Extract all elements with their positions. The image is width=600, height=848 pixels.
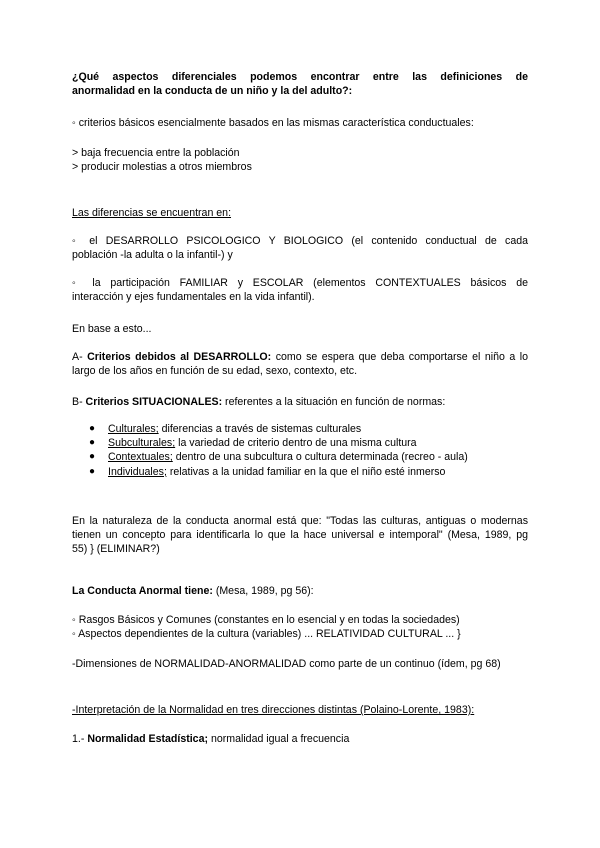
conducta-list [72, 613, 528, 641]
difference-line-1: ◦ la participación FAMILIAR y ESCOLAR (elementos CONTEXTUALES básicos de [72, 277, 528, 289]
question-line-1: ¿Qué aspectos diferenciales podemos encontrar entre las definiciones de [72, 71, 528, 83]
situational-term: Individuales; [108, 465, 167, 478]
situational-list [72, 422, 528, 479]
section-a-line-1 [72, 350, 528, 364]
normality-text: normalidad igual a frecuencia [208, 733, 350, 745]
bullet-icon: ● [89, 451, 96, 463]
list-item [72, 422, 528, 436]
normality-prefix: 1.- [72, 733, 88, 745]
question-heading [72, 70, 528, 98]
question-line-2: anormalidad en la conducta de un niño y la del adulto?: [72, 85, 353, 98]
situational-term: Subculturales; [108, 437, 176, 450]
list-item [72, 465, 528, 479]
criteria-list [72, 146, 528, 174]
conducta-item: ◦ Aspectos dependientes de la cultura (variables) ... RELATIVIDAD CULTURAL ... } [72, 628, 461, 641]
nature-line-3: 55) } (ELIMINAR?) [72, 543, 160, 556]
bullet-icon: ● [89, 437, 96, 449]
difference-line-2: población -la adulta o la infantil-) y [72, 249, 233, 262]
list-item [72, 450, 528, 464]
situational-term: Contextuales; [108, 451, 173, 464]
criteria-item: > producir molestias a otros miembros [72, 161, 252, 174]
conducta-heading [72, 584, 528, 598]
situational-term: Culturales; [108, 423, 159, 435]
bullet-icon: ● [89, 465, 96, 477]
situational-desc: relativas a la unidad familiar en la que el niño esté inmerso [166, 465, 446, 478]
list-item [72, 436, 528, 450]
section-b-title: Criterios SITUACIONALES: [85, 396, 223, 408]
section-a-title: Criterios debidos al DESARROLLO: [87, 351, 272, 363]
criteria-intro: ◦ criterios básicos esencialmente basados en las mismas característica conductuales: [72, 117, 474, 129]
bullet-icon: ● [89, 423, 96, 434]
differences-heading: Las diferencias se encuentran en: [72, 207, 232, 219]
conducta-citation: (Mesa, 1989, pg 56): [212, 585, 314, 597]
nature-paragraph [72, 514, 528, 557]
section-a [72, 350, 528, 378]
situational-desc: la variedad de criterio dentro de una misma cultura [175, 437, 417, 450]
difference-family-school [72, 276, 528, 304]
conducta-item: ◦ Rasgos Básicos y Comunes (constantes en lo esencial y en todas la sociedades) [72, 614, 460, 626]
normality-title: Normalidad Estadística; [87, 733, 208, 745]
situational-desc: diferencias a través de sistemas culturales [158, 423, 362, 435]
section-b [72, 395, 528, 409]
nature-line-2: tienen un concepto para identificarla lo que la hace universal e intemporal" (Mesa, 1989, pg [72, 529, 528, 542]
conducta-title: La Conducta Anormal tiene: [72, 585, 213, 597]
normality-item [72, 732, 528, 746]
section-a-line-2: largo de los años en función de su edad, sexo, contexto, etc. [72, 365, 358, 378]
situational-desc: dentro de una subcultura o cultura determinada (recreo - aula) [172, 451, 468, 464]
section-b-text: referentes a la situación en función de normas: [222, 396, 446, 408]
difference-line-1: ◦ el DESARROLLO PSICOLOGICO Y BIOLOGICO (el contenido conductual de cada [72, 235, 528, 247]
dimensions-text: -Dimensiones de NORMALIDAD-ANORMALIDAD como parte de un continuo (ídem, pg 68) [72, 658, 501, 670]
interpretation-heading: -Interpretación de la Normalidad en tres direcciones distintas (Polaino-Lorente, 1983): [72, 704, 475, 716]
section-a-prefix: A- [72, 351, 88, 363]
difference-development [72, 234, 528, 262]
section-b-prefix: B- [72, 396, 86, 408]
base-text: En base a esto... [72, 323, 152, 335]
nature-line-1: En la naturaleza de la conducta anormal está que: "Todas las culturas, antiguas o modernas [72, 515, 528, 527]
criteria-item: > baja frecuencia entre la población [72, 147, 240, 159]
difference-line-2: interacción y ejes fundamentales en la vida infantil). [72, 291, 315, 304]
section-a-text: como se espera que deba comportarse el niño a lo [271, 351, 529, 363]
